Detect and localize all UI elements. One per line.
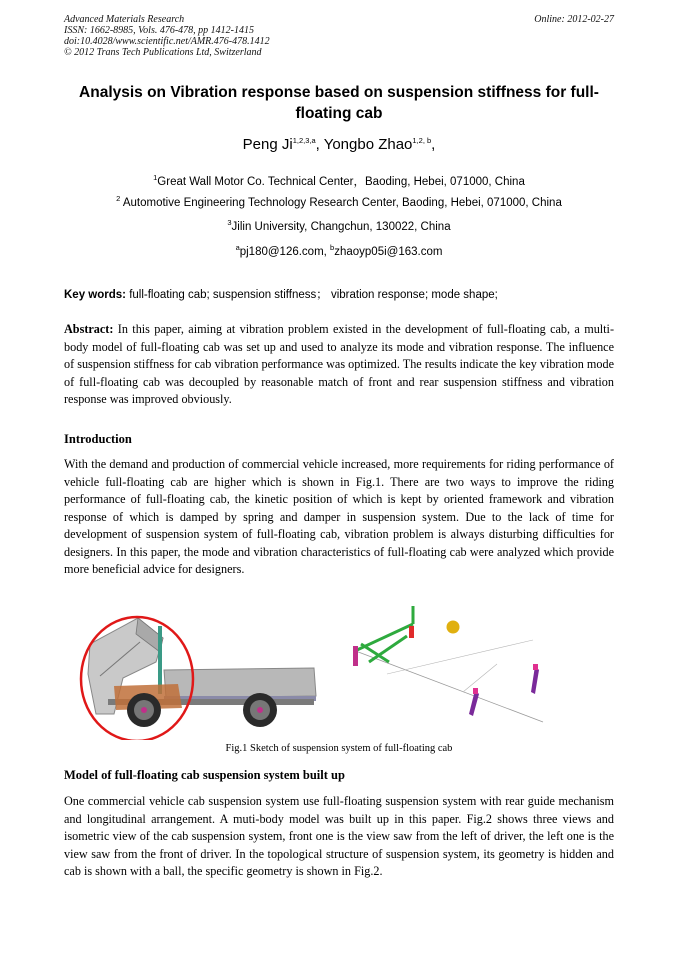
affiliation-sup: 3 bbox=[227, 218, 232, 228]
author-line bbox=[0, 136, 678, 153]
front-mount bbox=[353, 646, 358, 666]
abstract-text: In this paper, aiming at vibration problem existed in the development of full-floating cab, a multi-body model of full-floating cab was set up and used to analyze its mode and vibration response. The influence of suspension stiffness for cab vibration performance was optimized. The results indicate the key vibration mode of full-floating cab was decoupled by reasonable match of front and rear suspension stiffness and vibration response was improved obviously. bbox=[64, 322, 614, 406]
cargo-bed bbox=[164, 668, 316, 698]
author-sup: 1,2, b bbox=[412, 136, 432, 145]
front-wheel-center bbox=[141, 707, 147, 713]
cab-post bbox=[158, 626, 162, 694]
keywords-text: full-floating cab; suspension stiffness； vibration response; mode shape; bbox=[126, 289, 498, 301]
email-sup: b bbox=[330, 243, 335, 253]
grid-line bbox=[463, 664, 497, 692]
rear-wheel-center bbox=[257, 707, 263, 713]
abstract-label: Abstract: bbox=[64, 322, 114, 336]
frame-member bbox=[369, 636, 407, 662]
affiliation-text: Jilin University, Changchun, 130022, China bbox=[231, 221, 451, 233]
affiliation-3 bbox=[0, 218, 678, 233]
front-mount bbox=[409, 626, 414, 638]
affiliation-sup: 2 bbox=[116, 194, 121, 204]
journal-header bbox=[64, 14, 270, 58]
email-line bbox=[0, 243, 678, 258]
abstract-paragraph bbox=[64, 321, 614, 409]
affiliation-sup: 1 bbox=[153, 173, 158, 183]
issn-line: ISSN: 1662-8985, Vols. 476-478, pp 1412-1415 bbox=[64, 25, 254, 36]
keywords bbox=[64, 286, 498, 302]
section-heading-model: Model of full-floating cab suspension system built up bbox=[64, 768, 345, 782]
affiliation-2 bbox=[0, 194, 678, 209]
email-sup: a bbox=[235, 243, 240, 253]
cab-ball bbox=[447, 621, 460, 634]
figure-truck-model bbox=[78, 604, 323, 740]
figure-suspension-topology bbox=[347, 604, 549, 728]
keywords-label: Key words: bbox=[64, 289, 126, 301]
author-separator: , bbox=[315, 136, 324, 153]
paper-title: Analysis on Vibration response based on suspension stiffness for full-floating cab bbox=[79, 84, 599, 122]
online-date: Online: 2012-02-27 bbox=[534, 14, 614, 25]
introduction-paragraph: With the demand and production of commercial vehicle increased, more requirements for riding performance of vehicle full-floating cab are higher which is shown in Fig.1. There are two ways to improve the riding performance of full-floating cab, the kinetic position of which is kept by oriented framework and vibration response of which is damped by spring and damper in suspension system. Due to the lack of time for development of suspension system of full-floating cab, vibration problem is always disturbing difficulties for designers. In this paper, the mode and vibration characteristics of full-floating cab were analyzed which provide more beneficial advice for designers. bbox=[64, 457, 614, 576]
figure-1-caption: Fig.1 Sketch of suspension system of full-floating cab bbox=[225, 743, 453, 754]
section-heading-introduction: Introduction bbox=[64, 432, 132, 446]
grid-line bbox=[353, 650, 543, 722]
journal-name: Advanced Materials Research bbox=[64, 14, 185, 25]
author-name: Peng Ji bbox=[242, 136, 293, 153]
suspension-topology-diagram bbox=[347, 604, 549, 728]
truck-illustration bbox=[78, 604, 323, 740]
rear-shock-top bbox=[533, 664, 538, 670]
author-end: , bbox=[431, 136, 436, 153]
rear-shock-top bbox=[473, 688, 478, 694]
affiliation-text: Automotive Engineering Technology Research Center, Baoding, Hebei, 071000, China bbox=[120, 197, 562, 209]
email-link[interactable]: zhaoyp05i@163.com bbox=[334, 246, 443, 258]
doi-line: doi:10.4028/www.scientific.net/AMR.476-478.1412 bbox=[64, 36, 270, 47]
affiliation-1 bbox=[0, 173, 678, 189]
email-link[interactable]: pj180@126.com, bbox=[239, 246, 331, 258]
author-name: Yongbo Zhao bbox=[323, 136, 413, 153]
grid-line bbox=[387, 640, 533, 674]
author-sup: 1,2,3,a bbox=[292, 136, 316, 145]
model-paragraph: One commercial vehicle cab suspension system use full-floating suspension system with rear guide mechanism and longitudinal arrangement. A muti-body model was built up in this paper. Fig.2 shows three views and isometric view of the cab suspension system, front one is the view saw from the left of driver, the left one is the view saw from the front of driver. In the topological structure of suspension system, its geometry is hidden and cab is shown with a ball, the specific geometry is shown in Fig.2. bbox=[64, 794, 614, 878]
copyright-line: © 2012 Trans Tech Publications Ltd, Switzerland bbox=[64, 47, 262, 58]
rear-shock bbox=[531, 666, 539, 694]
affiliation-text: Great Wall Motor Co. Technical Center，Baoding, Hebei, 071000, China bbox=[157, 176, 525, 188]
